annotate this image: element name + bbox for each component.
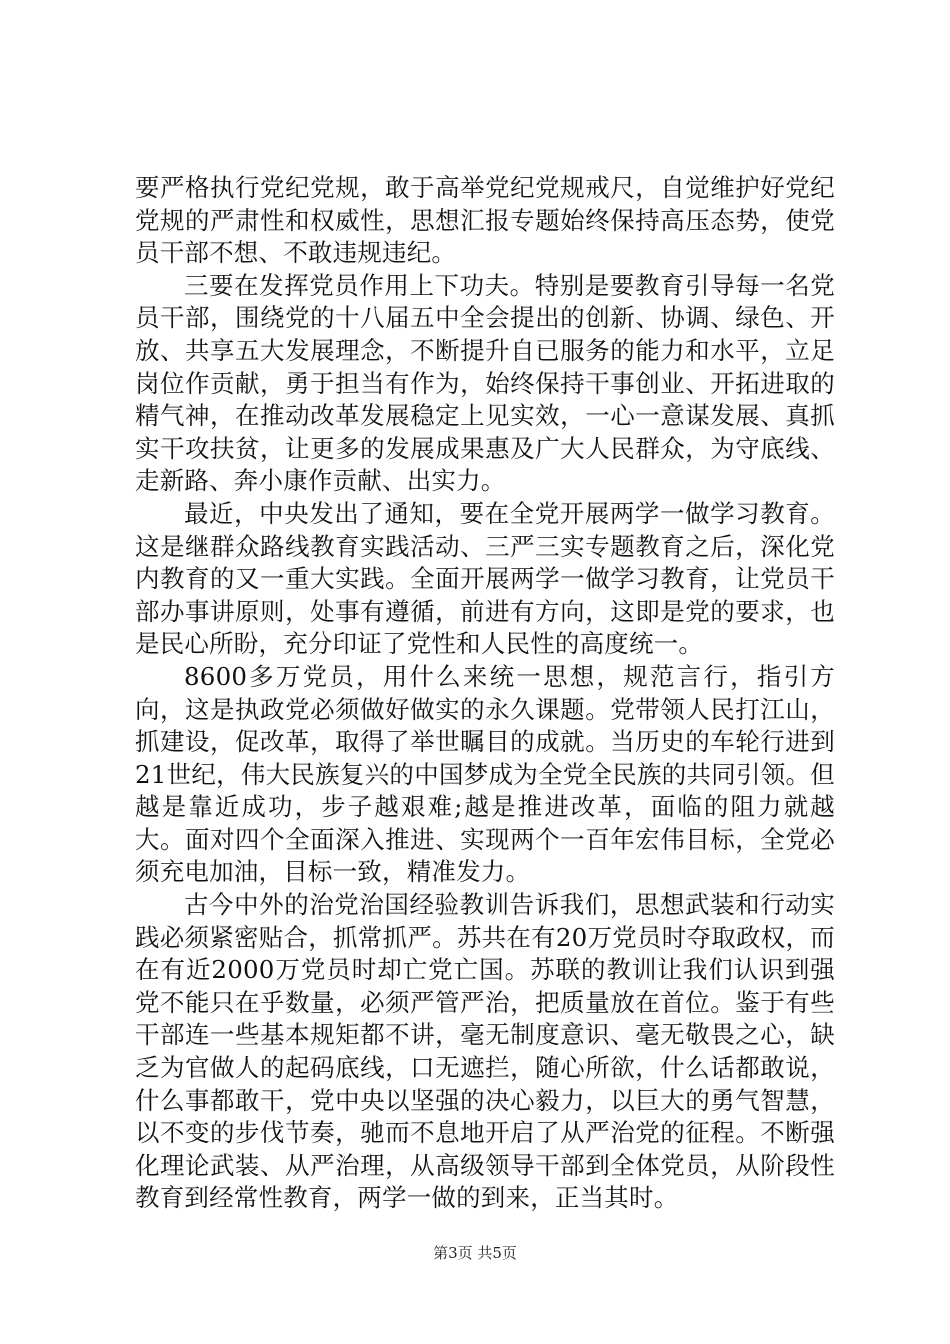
paragraph-5: 古今中外的治党治国经验教训告诉我们，思想武装和行动实践必须紧密贴合，抓常抓严。苏共在有20万党员时夺取政权，而在有近2000万党员时却亡党亡国。苏联的教训让我们认识到强党不能只在乎数量，必须严管严治，把质量放在首位。鉴于有些干部连一些基本规矩都不讲，毫无制度意识、毫无敬畏之心，缺乏为官做人的起码底线，口无遮拦，随心所欲，什么话都敢说，什么事都敢干，党中央以坚强的决心毅力，以巨大的勇气智慧，以不变的步伐节奏，驰而不息地开启了从严治党的征程。不断强化理论武装、从严治理，从高级领导干部到全体党员，从阶段性教育到经常性教育，两学一做的到来，正当其时。 (135, 890, 835, 1213)
paragraph-1: 要严格执行党纪党规，敢于高举党纪党规戒尺，自觉维护好党纪党规的严肃性和权威性，思想汇报专题始终保持高压态势，使党员干部不想、不敢违规违纪。 (135, 173, 835, 268)
paragraph-3: 最近，中央发出了通知，要在全党开展两学一做学习教育。这是继群众路线教育实践活动、三严三实专题教育之后，深化党内教育的又一重大实践。全面开展两学一做学习教育，让党员干部办事讲原则，处事有遵循，前进有方向，这即是党的要求，也是民心所盼，充分印证了党性和人民性的高度统一。 (135, 498, 835, 659)
page-footer: 第3页 共5页 (433, 1244, 517, 1262)
document-body (135, 172, 835, 1215)
paragraph-2: 三要在发挥党员作用上下功夫。特别是要教育引导每一名党员干部，围绕党的十八届五中全会提出的创新、协调、绿色、开放、共享五大发展理念，不断提升自已服务的能力和水平，立足岗位作贡献，勇于担当有作为，始终保持干事创业、开拓进取的精气神，在推动改革发展稳定上见实效，一心一意谋发展、真抓实干攻扶贫，让更多的发展成果惠及广大人民群众，为守底线、走新路、奔小康作贡献、出实力。 (135, 270, 835, 496)
paragraph-4: 8600多万党员，用什么来统一思想，规范言行，指引方向，这是执政党必须做好做实的永久课题。党带领人民打江山，抓建设，促改革，取得了举世瞩目的成就。当历史的车轮行进到21世纪，伟大民族复兴的中国梦成为全党全民族的共同引领。但越是靠近成功，步子越艰难;越是推进改革，面临的阻力就越大。面对四个全面深入推进、实现两个一百年宏伟目标，全党必须充电加油，目标一致，精准发力。 (135, 661, 835, 887)
